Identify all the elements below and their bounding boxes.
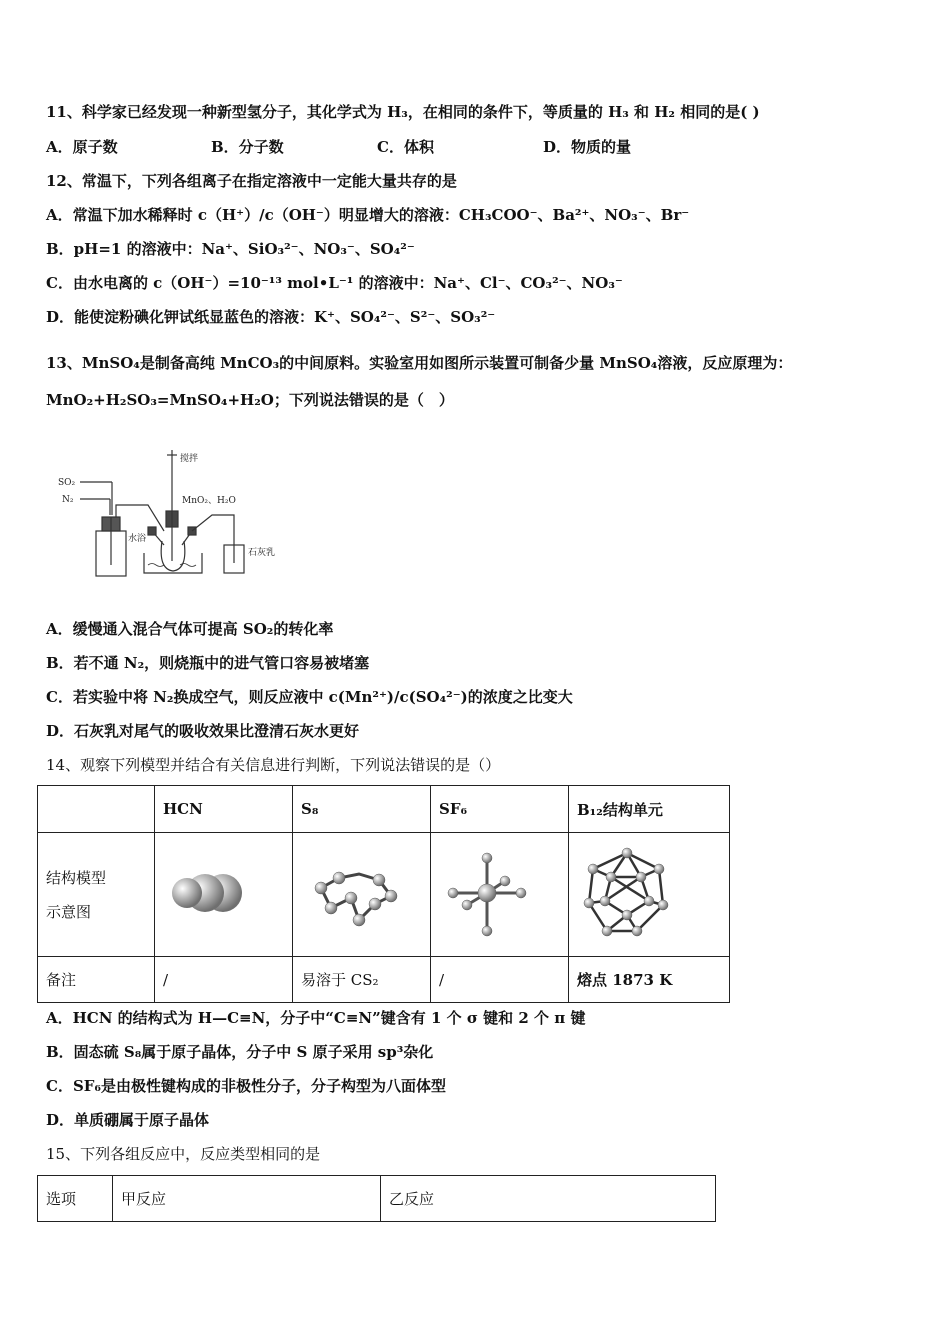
- q15-table: [37, 1175, 716, 1222]
- q14-option-a: A．HCN 的结构式为 H—C≡N，分子中“C≡N”键含有 1 个 σ 键和 2 个 π 键: [46, 1009, 586, 1027]
- label-lime: 石灰乳: [248, 548, 276, 558]
- note-sf6: /: [431, 957, 569, 1003]
- s8-model-cell: [293, 833, 431, 957]
- note-b12: 熔点 1873 K: [569, 957, 730, 1003]
- apparatus-diagram: [52, 445, 292, 585]
- q13-option-c: C．若实验中将 N₂换成空气，则反应液中 c(Mn²⁺)/c(SO₄²⁻)的浓度之比变大: [46, 688, 573, 706]
- q14-table: [37, 785, 730, 1003]
- s8-model-image: [301, 848, 411, 938]
- table-model-row: [38, 833, 730, 957]
- q11-option-a: A．原子数: [46, 138, 118, 156]
- hcn-model-image: [163, 858, 253, 928]
- b12-model-cell: [569, 833, 730, 957]
- q15-stem: 15、下列各组反应中，反应类型相同的是: [46, 1145, 321, 1163]
- q14-option-d: D．单质硼属于原子晶体: [46, 1111, 210, 1129]
- q12-option-c: C．由水电离的 c（OH⁻）=10⁻¹³ mol•L⁻¹ 的溶液中：Na⁺、Cl⁻、CO₃²⁻、NO₃⁻: [46, 274, 623, 292]
- header-b12: B₁₂结构单元: [569, 786, 730, 833]
- note-hcn: /: [155, 957, 293, 1003]
- q13-option-b: B．若不通 N₂，则烧瓶中的进气管口容易被堵塞: [46, 654, 370, 672]
- q14-option-c: C．SF₆是由极性键构成的非极性分子，分子构型为八面体型: [46, 1077, 446, 1095]
- q11-option-b: B．分子数: [211, 138, 284, 156]
- flask: [161, 541, 185, 571]
- q11-stem: 11、科学家已经发现一种新型氢分子，其化学式为 H₃，在相同的条件下，等质量的 H₃ 和 H₂ 相同的是( ): [46, 103, 760, 121]
- water-bath: [144, 553, 202, 573]
- q14-option-b: B．固态硫 S₈属于原子晶体，分子中 S 原子采用 sp³杂化: [46, 1043, 434, 1061]
- q12-option-d: D．能使淀粉碘化钾试纸显蓝色的溶液：K⁺、SO₄²⁻、S²⁻、SO₃²⁻: [46, 308, 496, 326]
- q15-header-jia: 甲反应: [113, 1176, 381, 1222]
- q12-option-b: B．pH=1 的溶液中：Na⁺、SiO₃²⁻、NO₃⁻、SO₄²⁻: [46, 240, 415, 258]
- q13-stem-line2: MnO₂+H₂SO₃=MnSO₄+H₂O；下列说法错误的是（ ）: [46, 391, 454, 409]
- q15-header-yi: 乙反应: [381, 1176, 716, 1222]
- q12-stem: 12、常温下，下列各组离子在指定溶液中一定能大量共存的是: [46, 172, 457, 190]
- label-mno2: MnO₂、H₂O: [182, 496, 236, 506]
- q13-stem-line1: 13、MnSO₄是制备高纯 MnCO₃的中间原料。实验室用如图所示装置可制备少量 MnSO₄溶液，反应原理为：: [46, 354, 793, 372]
- header-hcn: HCN: [155, 786, 293, 833]
- table-note-row: [38, 957, 730, 1003]
- header-sf6: SF₆: [431, 786, 569, 833]
- apparatus-svg: [52, 445, 292, 585]
- hcn-model-cell: [155, 833, 293, 957]
- q13-option-a: A．缓慢通入混合气体可提高 SO₂的转化率: [46, 620, 334, 638]
- label-bath: 水浴: [128, 534, 147, 544]
- q12-option-a: A．常温下加水稀释时 c（H⁺）/c（OH⁻）明显增大的溶液：CH₃COO⁻、Ba²⁺、NO₃⁻、Br⁻: [46, 206, 690, 224]
- q11-option-d: D．物质的量: [543, 138, 632, 156]
- sf6-model-image: [439, 843, 539, 943]
- table-header-row: [38, 786, 730, 833]
- model-label-line2: 示意图: [46, 902, 92, 921]
- b12-model-image: [577, 843, 677, 943]
- q11-option-c: C．体积: [377, 138, 434, 156]
- q15-header-option: 选项: [38, 1176, 113, 1222]
- sf6-model-cell: [431, 833, 569, 957]
- q13-option-d: D．石灰乳对尾气的吸收效果比澄清石灰水更好: [46, 722, 360, 740]
- label-so2: SO₂: [58, 478, 76, 488]
- note-label: 备注: [38, 957, 155, 1003]
- label-n2: N₂: [62, 495, 74, 505]
- header-empty: [38, 786, 155, 833]
- q15-header-row: [38, 1176, 716, 1222]
- model-label-cell: [38, 833, 155, 957]
- label-stir: 搅拌: [180, 454, 199, 464]
- note-s8: 易溶于 CS₂: [293, 957, 431, 1003]
- q14-stem: 14、观察下列模型并结合有关信息进行判断，下列说法错误的是（）: [46, 756, 501, 774]
- model-label-line1: 结构模型: [46, 868, 107, 887]
- header-s8: S₈: [293, 786, 431, 833]
